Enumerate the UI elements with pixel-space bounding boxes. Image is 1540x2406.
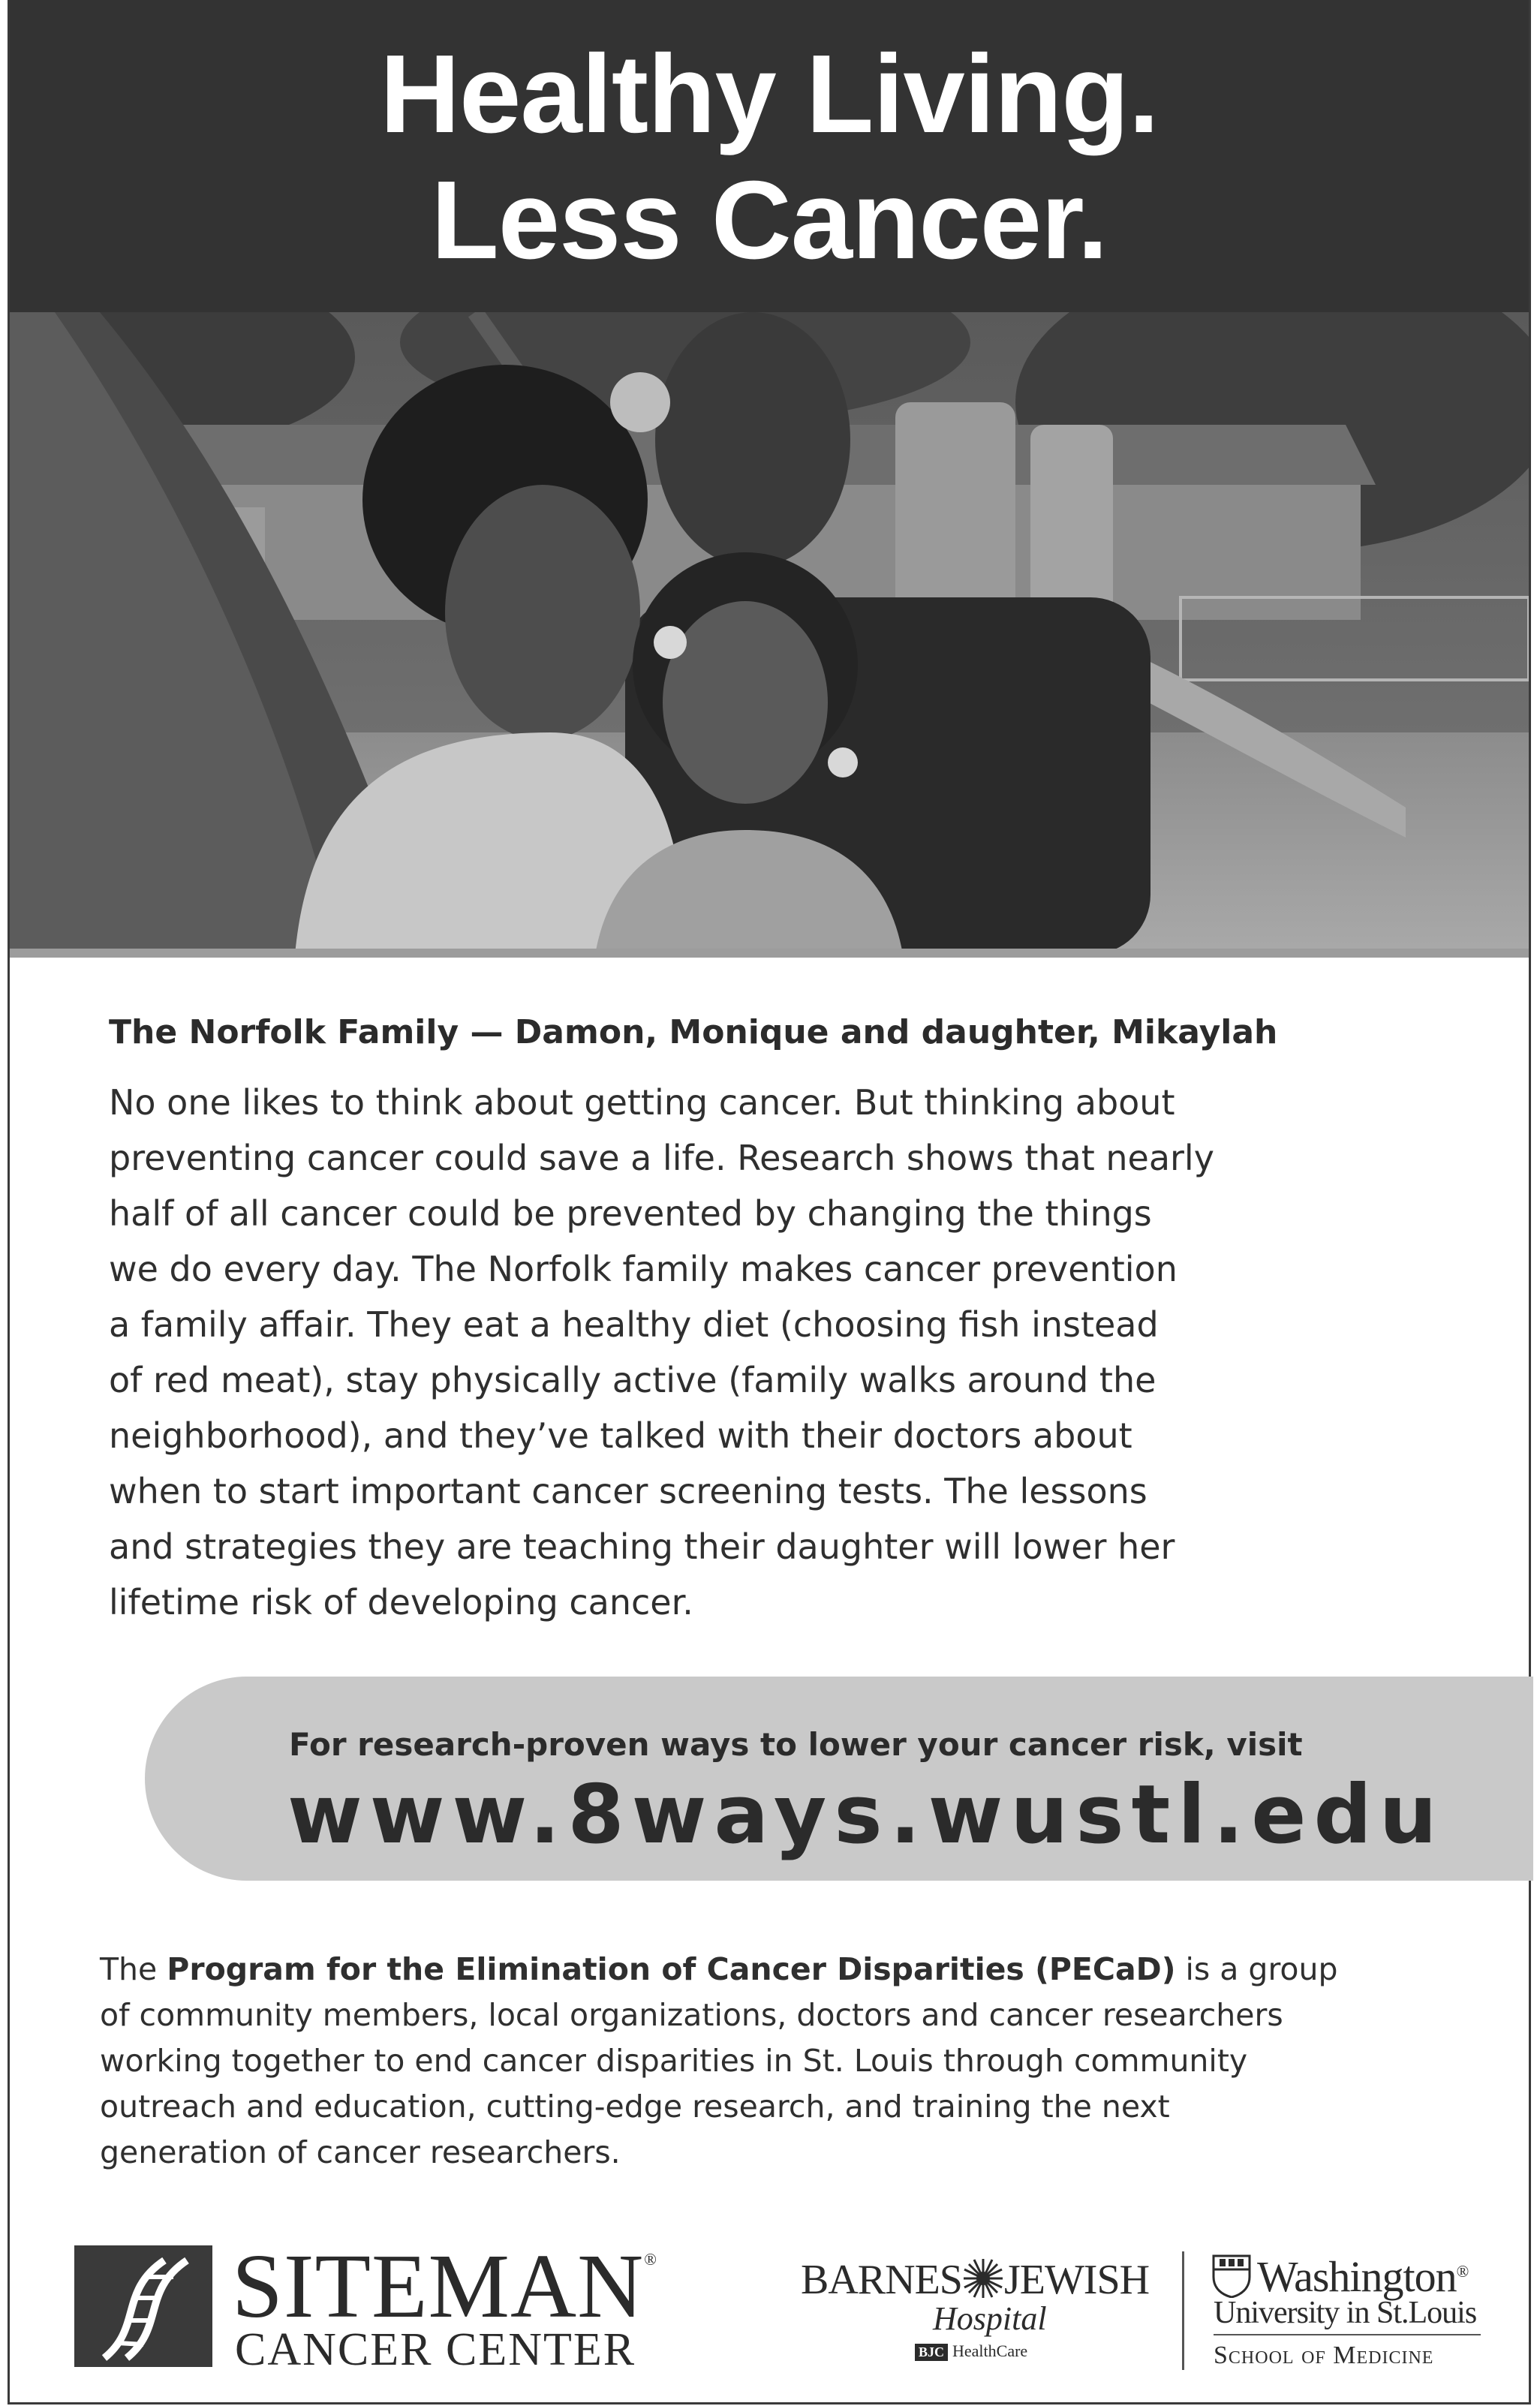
dna-helix-icon	[74, 2245, 212, 2367]
story-line: and strategies they are teaching their daughter will lower her	[109, 1526, 1175, 1567]
family-photo-illustration	[10, 312, 1529, 955]
bjh-right: JEWISH	[1003, 2257, 1150, 2303]
siteman-name-text: SITEMAN	[232, 2236, 645, 2337]
sponsor-logos	[10, 2221, 1529, 2386]
barnes-jewish-logo	[801, 2256, 1161, 2368]
website-link[interactable]: www.8ways.wustl.edu	[287, 1768, 1445, 1862]
siteman-logo-subtitle: CANCER CENTER	[235, 2324, 636, 2375]
headline-line-2: Less Cancer.	[431, 158, 1108, 282]
bjc-text: HealthCare	[952, 2341, 1028, 2360]
story-line: No one likes to think about getting cancer. But thinking about	[109, 1082, 1175, 1123]
bjc-healthcare	[915, 2341, 1027, 2361]
bjc-badge: BJC	[915, 2344, 948, 2361]
pecad-line	[100, 1947, 1496, 1992]
wu-wordmark	[1257, 2251, 1468, 2302]
headline-banner	[10, 0, 1529, 312]
headline-line-1: Healthy Living.	[380, 32, 1159, 156]
pecad-prefix: The	[100, 1951, 167, 1987]
registered-mark: ®	[1456, 2262, 1469, 2281]
pecad-line: working together to end cancer disparities in St. Louis through community	[100, 2043, 1248, 2079]
story-line: when to start important cancer screening tests. The lessons	[109, 1471, 1147, 1511]
pecad-line: outreach and education, cutting-edge research, and training the next	[100, 2089, 1170, 2125]
pecad-program-name: Program for the Elimination of Cancer Disparities (PECaD)	[167, 1951, 1176, 1987]
logo-divider	[1182, 2251, 1184, 2370]
pecad-line: generation of cancer researchers.	[100, 2134, 621, 2170]
registered-mark: ®	[644, 2250, 657, 2269]
story-line: of red meat), stay physically active (family walks around the	[109, 1360, 1157, 1400]
pecad-description	[100, 1947, 1496, 2176]
pecad-suffix: is a group	[1175, 1951, 1338, 1987]
cta-intro-text: For research-proven ways to lower your cancer risk, visit	[289, 1726, 1303, 1763]
wu-university: University in St.Louis	[1214, 2296, 1477, 2330]
story-line: neighborhood), and they’ve talked with their doctors about	[109, 1415, 1132, 1456]
story-line: we do every day. The Norfolk family makes cancer prevention	[109, 1249, 1178, 1289]
family-photo	[10, 312, 1529, 955]
photo-bottom-strip	[10, 949, 1529, 958]
story-line: a family affair. They eat a healthy diet (choosing fish instead	[109, 1304, 1159, 1345]
call-to-action-banner	[145, 1677, 1533, 1881]
sunburst-icon	[962, 2257, 1004, 2299]
wu-rule	[1214, 2334, 1481, 2335]
story-line: preventing cancer could save a life. Research shows that nearly	[109, 1138, 1214, 1178]
bjh-wordmark	[801, 2256, 1149, 2304]
photo-caption: The Norfolk Family — Damon, Monique and daughter, Mikaylah	[109, 1013, 1278, 1051]
story-line: half of all cancer could be prevented by changing the things	[109, 1193, 1152, 1234]
wu-school: School of Medicine	[1214, 2341, 1434, 2369]
bjh-hospital: Hospital	[933, 2300, 1047, 2337]
story-line: lifetime risk of developing cancer.	[109, 1582, 693, 1623]
bjh-left: BARNES	[801, 2257, 962, 2303]
washington-university-logo	[1211, 2251, 1511, 2371]
university-shield-icon	[1212, 2254, 1251, 2298]
flyer-page	[8, 0, 1531, 2404]
pecad-line: of community members, local organizations, doctors and cancer researchers	[100, 1997, 1283, 2033]
story-paragraph	[109, 1075, 1475, 1630]
wu-name-text: Washington	[1257, 2252, 1457, 2301]
siteman-logo-name	[232, 2236, 657, 2337]
